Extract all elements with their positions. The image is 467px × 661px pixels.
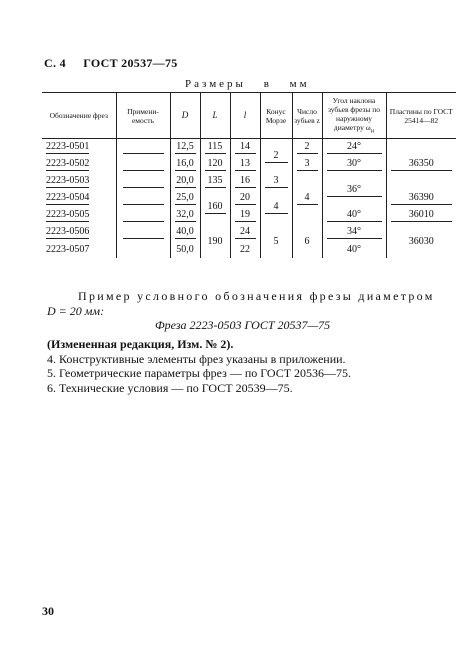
- l-lower-cell: 16: [235, 175, 256, 188]
- note-6: 6. Технические условия — по ГОСТ 20539—75.: [47, 381, 293, 395]
- table-header-row: [42, 93, 456, 139]
- designation-cell: 2223-0507: [46, 244, 90, 255]
- example-formula: Фреза 2223-0503 ГОСТ 20537—75: [155, 318, 331, 332]
- l-lower-cell: 19: [235, 209, 256, 222]
- application-cell: [123, 192, 164, 205]
- l-lower-cell: 13: [235, 158, 256, 171]
- table-caption: [185, 78, 322, 90]
- teeth-cell: 2: [297, 141, 318, 154]
- d-cell: 12,5: [176, 141, 194, 152]
- caption-word: Размеры: [185, 78, 246, 90]
- morse-cell: 4: [265, 201, 288, 214]
- designation-cell: 2223-0505: [46, 209, 90, 220]
- l-upper-cell: 115: [205, 141, 226, 154]
- l-upper-cell: 120: [205, 158, 226, 171]
- application-cell: [123, 158, 164, 171]
- page-number: 30: [42, 604, 54, 618]
- page-label: С. 4: [44, 56, 66, 70]
- teeth-cell: 6: [304, 235, 310, 247]
- morse-cell: 2: [265, 150, 288, 163]
- d-cell: 25,0: [176, 192, 194, 203]
- example-line-2: D = 20 мм:: [47, 304, 105, 318]
- designation-cell: 2223-0502: [46, 158, 90, 169]
- angle-cell: 36°: [327, 184, 382, 197]
- d-cell: 16,0: [176, 158, 194, 169]
- header-plates: Пластины по ГОСТ 25414—82: [386, 93, 456, 139]
- morse-cell: 3: [265, 175, 288, 188]
- plates-cell: 36030: [408, 235, 434, 247]
- angle-cell: 40°: [347, 244, 361, 255]
- header-designation: Обозначение фрез: [42, 93, 116, 139]
- edit-note: (Измененная редакция, Изм. № 2).: [47, 337, 234, 351]
- d-cell: 40,0: [176, 226, 194, 237]
- example-line-1: Пример условного обозначения фрезы диаметром: [78, 289, 435, 303]
- application-cell: [123, 175, 164, 188]
- standard-title: ГОСТ 20537—75: [83, 56, 178, 70]
- l-lower-cell: 14: [235, 141, 256, 154]
- caption-prep: в: [263, 78, 272, 90]
- note-4: 4. Конструктивные элементы фрез указаны в приложении.: [47, 352, 346, 366]
- header-l-lower: l: [230, 93, 260, 139]
- designation-cell: 2223-0503: [46, 175, 90, 186]
- plates-cell: 36010: [391, 209, 453, 222]
- angle-cell: 34°: [327, 226, 382, 239]
- angle-cell: 24°: [327, 141, 382, 154]
- l-lower-cell: 22: [240, 244, 250, 255]
- table-row: [42, 207, 456, 224]
- table-row: [42, 224, 456, 241]
- d-cell: 32,0: [176, 209, 194, 220]
- dimensions-table: [42, 92, 456, 258]
- d-cell: 20,0: [176, 175, 194, 186]
- page-header: [44, 56, 192, 71]
- plates-cell: 36350: [391, 158, 453, 171]
- header-application: Примени-емость: [116, 93, 170, 139]
- angle-cell: 30°: [327, 158, 382, 171]
- morse-cell: 5: [273, 235, 279, 247]
- application-cell: [123, 209, 164, 222]
- designation-cell: 2223-0501: [46, 141, 90, 152]
- caption-unit: мм: [289, 78, 310, 90]
- l-upper-cell: 190: [207, 235, 223, 247]
- plates-cell: 36390: [391, 192, 453, 205]
- l-lower-cell: 24: [235, 226, 256, 239]
- note-5: 5. Геометрические параметры фрез — по ГОСТ 20536—75.: [47, 366, 352, 380]
- application-cell: [123, 226, 164, 239]
- designation-cell: 2223-0504: [46, 192, 90, 203]
- header-morse: Конус Морзе: [260, 93, 292, 139]
- application-cell: [123, 141, 164, 154]
- angle-cell: 40°: [327, 209, 382, 222]
- header-teeth: Число зубьев z: [292, 93, 322, 139]
- l-upper-cell: 135: [205, 175, 226, 188]
- l-upper-cell: 160: [205, 201, 226, 214]
- teeth-cell: 3: [297, 158, 318, 171]
- header-angle: Угол наклона зубьев фрезы по наружному диаметру $\omega_н$: [322, 93, 386, 139]
- table-row: [42, 139, 456, 157]
- l-lower-cell: 20: [235, 192, 256, 205]
- d-cell: 50,0: [176, 244, 194, 255]
- table-row: [42, 190, 456, 207]
- designation-cell: 2223-0506: [46, 226, 90, 237]
- header-d: D: [170, 93, 200, 139]
- header-l-upper: L: [200, 93, 230, 139]
- teeth-cell: 4: [297, 192, 318, 205]
